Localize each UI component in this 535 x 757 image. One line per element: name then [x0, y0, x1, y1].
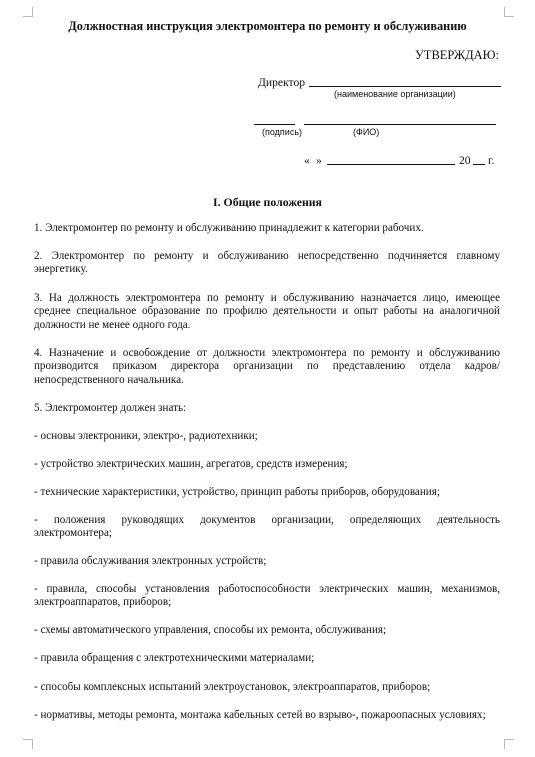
- page-corner-mark: [504, 739, 514, 749]
- list-item: - устройство электрических машин, агрегатов, средств измерения;: [34, 458, 348, 470]
- year-suffix: г.: [488, 154, 495, 167]
- paragraph: 4. Назначение и освобождение от должности электромонтера по ремонту и обслуживанию производится приказом директора организации по представлению отдела кадров/непосредственного начальника.: [34, 347, 500, 386]
- date-month-line: [327, 164, 455, 165]
- approval-heading: УТВЕРЖДАЮ:: [414, 48, 499, 62]
- section-title: I. Общие положения: [213, 195, 322, 209]
- organization-caption: (наименование организации): [334, 89, 456, 99]
- list-item: - положения руководящих документов организации, определяющих деятельность электромонтера;: [34, 514, 500, 540]
- director-label: Директор: [258, 76, 306, 89]
- organization-line: [309, 86, 501, 87]
- list-item: - схемы автоматического управления, способы их ремонта, обслуживания;: [34, 624, 387, 636]
- list-item: - технические характеристики, устройство, принцип работы приборов, оборудования;: [34, 486, 440, 498]
- signature-line: [254, 124, 295, 125]
- paragraph: 3. На должность электромонтера по ремонту и обслуживанию назначается лицо, имеющее среднее специальное образование по профилю деятельности и опыт работы на аналогичной должности не менее одного года.: [34, 292, 500, 331]
- date-close-quote: »: [316, 154, 322, 167]
- document-title: Должностная инструкция электромонтера по ремонту и обслуживанию: [68, 19, 467, 33]
- list-item: - способы комплексных испытаний электроустановок, электроаппаратов, приборов;: [34, 681, 431, 693]
- paragraph: 2. Электромонтер по ремонту и обслуживанию непосредственно подчиняется главному энергетику.: [34, 250, 500, 276]
- paragraph: 5. Электромонтер должен знать:: [34, 402, 187, 414]
- page-corner-mark: [504, 7, 514, 17]
- name-line: [304, 124, 496, 125]
- list-item: - нормативы, методы ремонта, монтажа кабельных сетей во взрыво-, пожароопасных условиях;: [34, 709, 486, 721]
- year-line: [473, 164, 485, 165]
- list-item: - основы электроники, электро-, радиотехники;: [34, 430, 258, 442]
- year-prefix: 20: [459, 154, 471, 167]
- list-item: - правила обращения с электротехническими материалами;: [34, 652, 315, 664]
- name-caption: (ФИО): [353, 127, 380, 137]
- paragraph: 1. Электромонтер по ремонту и обслуживанию принадлежит к категории рабочих.: [34, 222, 424, 234]
- date-open-quote: «: [304, 154, 310, 167]
- list-item: - правила обслуживания электронных устройств;: [34, 555, 267, 567]
- page-corner-mark: [23, 7, 33, 17]
- page-corner-mark: [23, 739, 33, 749]
- signature-caption: (подпись): [262, 127, 303, 137]
- list-item: - правила, способы установления работоспособности электрических машин, механизмов, электроаппаратов, приборов;: [34, 583, 500, 609]
